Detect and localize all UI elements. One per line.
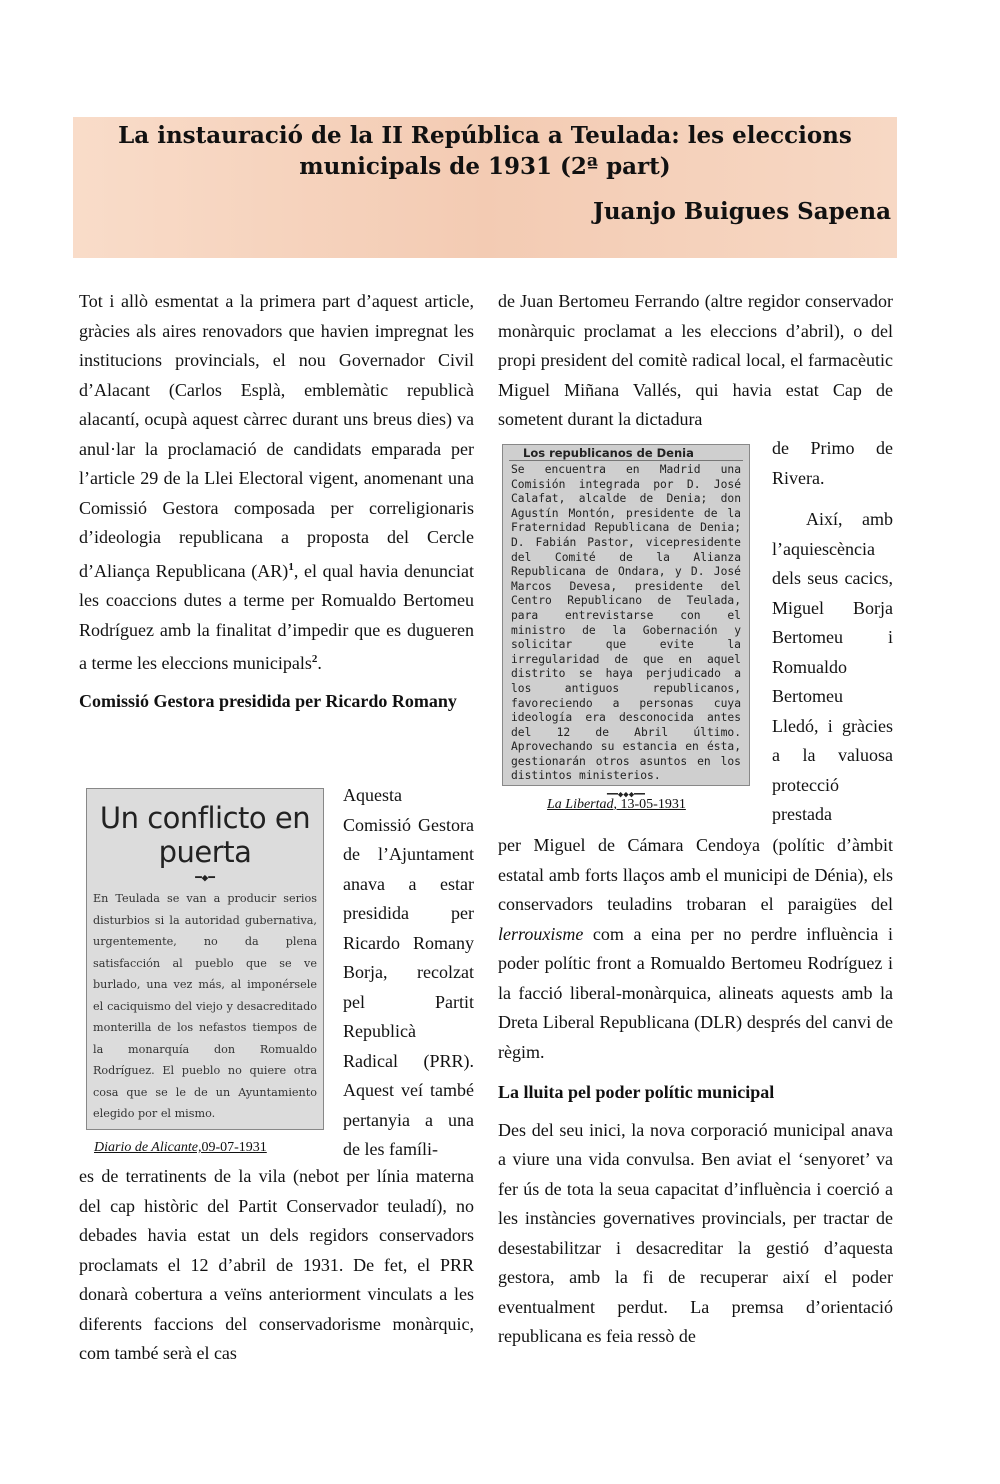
left-column-bottom: es de terratinents de la vila (nebot per línia materna del cap històric del Partit Conservador teuladí), no debades havia estat un dels regidors conservadors proclamats el 12 d’abril de 1931. De fet, el PRR donarà cobertura a veïns anteriorment vinculats a les diferents faccions del conservadorisme monàrquic, com també serà el cas [79, 1166, 474, 1363]
title-banner [73, 117, 897, 258]
ornament: ━◆━ [195, 871, 215, 884]
left-column-top [79, 287, 474, 716]
clipping-body: Se encuentra en Madrid una Comisión integrada por D. José Calafat, alcalde de Denia; don Agustín Montón, presidente de la Fraternidad Republicana de Denia; D. Fabián Pastor, vicepresidente del Comité de la Alianza Republicana de Ondara, y D. José Marcos Devesa, presidente del Centro Republicano de Teulada, para entrevistarse con el ministro de la Gobernación y solicitar que evite la irregularidad de que en aquel distrito se haya perjudicado a los antiguos republicanos, favoreciendo a personas cuya ideología era desconocida antes del 12 de Abril último. Aprovechando su estancia en ésta, gestionarán otros asuntos en los distintos ministerios. [511, 463, 741, 783]
paragraph: per Miguel de Cámara Cendoya (polític d’àmbit estatal amb forts llaços amb el municipi de Dénia), els conservadors teuladins trobaran el paraigües del lerrouxisme com a eina per no perdre influència i poder polític front a Romualdo Bertomeu Rodríguez i la facció liberal-monàrquica, alineats aquests amb la Dreta Liberal Republicana (DLR) després del canvi de règim. [498, 835, 893, 1062]
paragraph: Tot i allò esmentat a la primera part d’aquest article, gràcies als aires renovadors que havien impregnat les institucions provincials, el nou Governador Civil d’Alacant (Carlos Esplà, emblemàtic republicà alacantí, ocupà aquest càrrec durant uns breus dies) va anul·lar la proclamació de candidats emparada per l’article 29 de la Llei Electoral vigent, anomenant una Comissió Gestora composada per correligionaris d’ideologia republicana a proposta del Cercle d’Aliança Republicana (AR)$^1$, el qual havia denunciat les coaccions dutes a terme per Romualdo Bertomeu Rodríguez amb la finalitat d’impedir que es dugueren a terme les eleccions municipals$^2$. [79, 291, 475, 673]
paragraph: Des del seu inici, la nova corporació municipal anava a viure una vida convulsa. Ben aviat el ‘senyoret’ va fer ús de tota la seua capacitat d’influència i coerció a les instàncies governatives provincials, per tractar de desestabilitzar i desacreditar la gestió d’aquesta gestora, amb la fi de recuperar així el poder eventualment perdut. La premsa d’orientació republicana es feia ressò de [498, 1119, 893, 1346]
right-column-side: de Primo de Rivera. Així, amb l’aquiescència dels seus cacics, Miguel Borja Bertomeu i Romualdo Bertomeu Lledó, i gràcies a la valuosa protecció prestada [772, 438, 893, 824]
ornament: ━━◆◆◆━━ [607, 790, 645, 801]
section-heading: Comissió Gestora presidida per Ricardo Romany [79, 690, 457, 711]
section-heading: La lluita pel poder polític municipal [498, 1082, 775, 1102]
footnote-ref[interactable]: 1 [288, 560, 294, 573]
newspaper-clipping-diario [86, 788, 324, 1130]
footnote-ref[interactable]: 2 [311, 653, 318, 665]
clipping-caption: Diario de Alicante,09-07-1931 [94, 1140, 267, 1155]
right-column-bottom [498, 831, 893, 1352]
clipping-headline: Un conflicto en puerta [99, 801, 311, 869]
clipping-body: En Teulada se van a producir serios disturbios si la autoridad gubernativa, urgentemente, no da plena satisfacción al pueblo que se ve burlado, una vez más, al imponérsele el caciquismo del viejo y desacreditado monterilla de los nefastos tiempos de la monarquía don Romualdo Rodríguez. El pueblo no quiere otra cosa que se le de un Ayuntamiento elegido por el mismo. [93, 892, 317, 1120]
right-column-top: de Juan Bertomeu Ferrando (altre regidor conservador monàrquic proclamat a les eleccions d’abril), o del propi president del comitè radical local, el farmacèutic Miguel Miñana Vallés, qui havia estat Cap de sometent durant la dictadura [498, 291, 893, 429]
article-title: La instauració de la II República a Teulada: les eleccions municipals de 1931 (2ª part) [118, 122, 852, 180]
newspaper-clipping-libertad [502, 444, 750, 801]
clipping-caption: La Libertad, 13-05-1931 [547, 797, 686, 812]
article-author: Juanjo Buigues Sapena [592, 198, 891, 225]
left-column-side: Aquesta Comissió Gestora de l’Ajuntament anava a estar presidida per Ricardo Romany Borja, recolzat pel Partit Republicà Radical (PRR). Aquest veí també pertanyia a una de les famíli- [343, 785, 474, 1159]
clipping-headline: Los republicanos de Denia [509, 445, 743, 461]
